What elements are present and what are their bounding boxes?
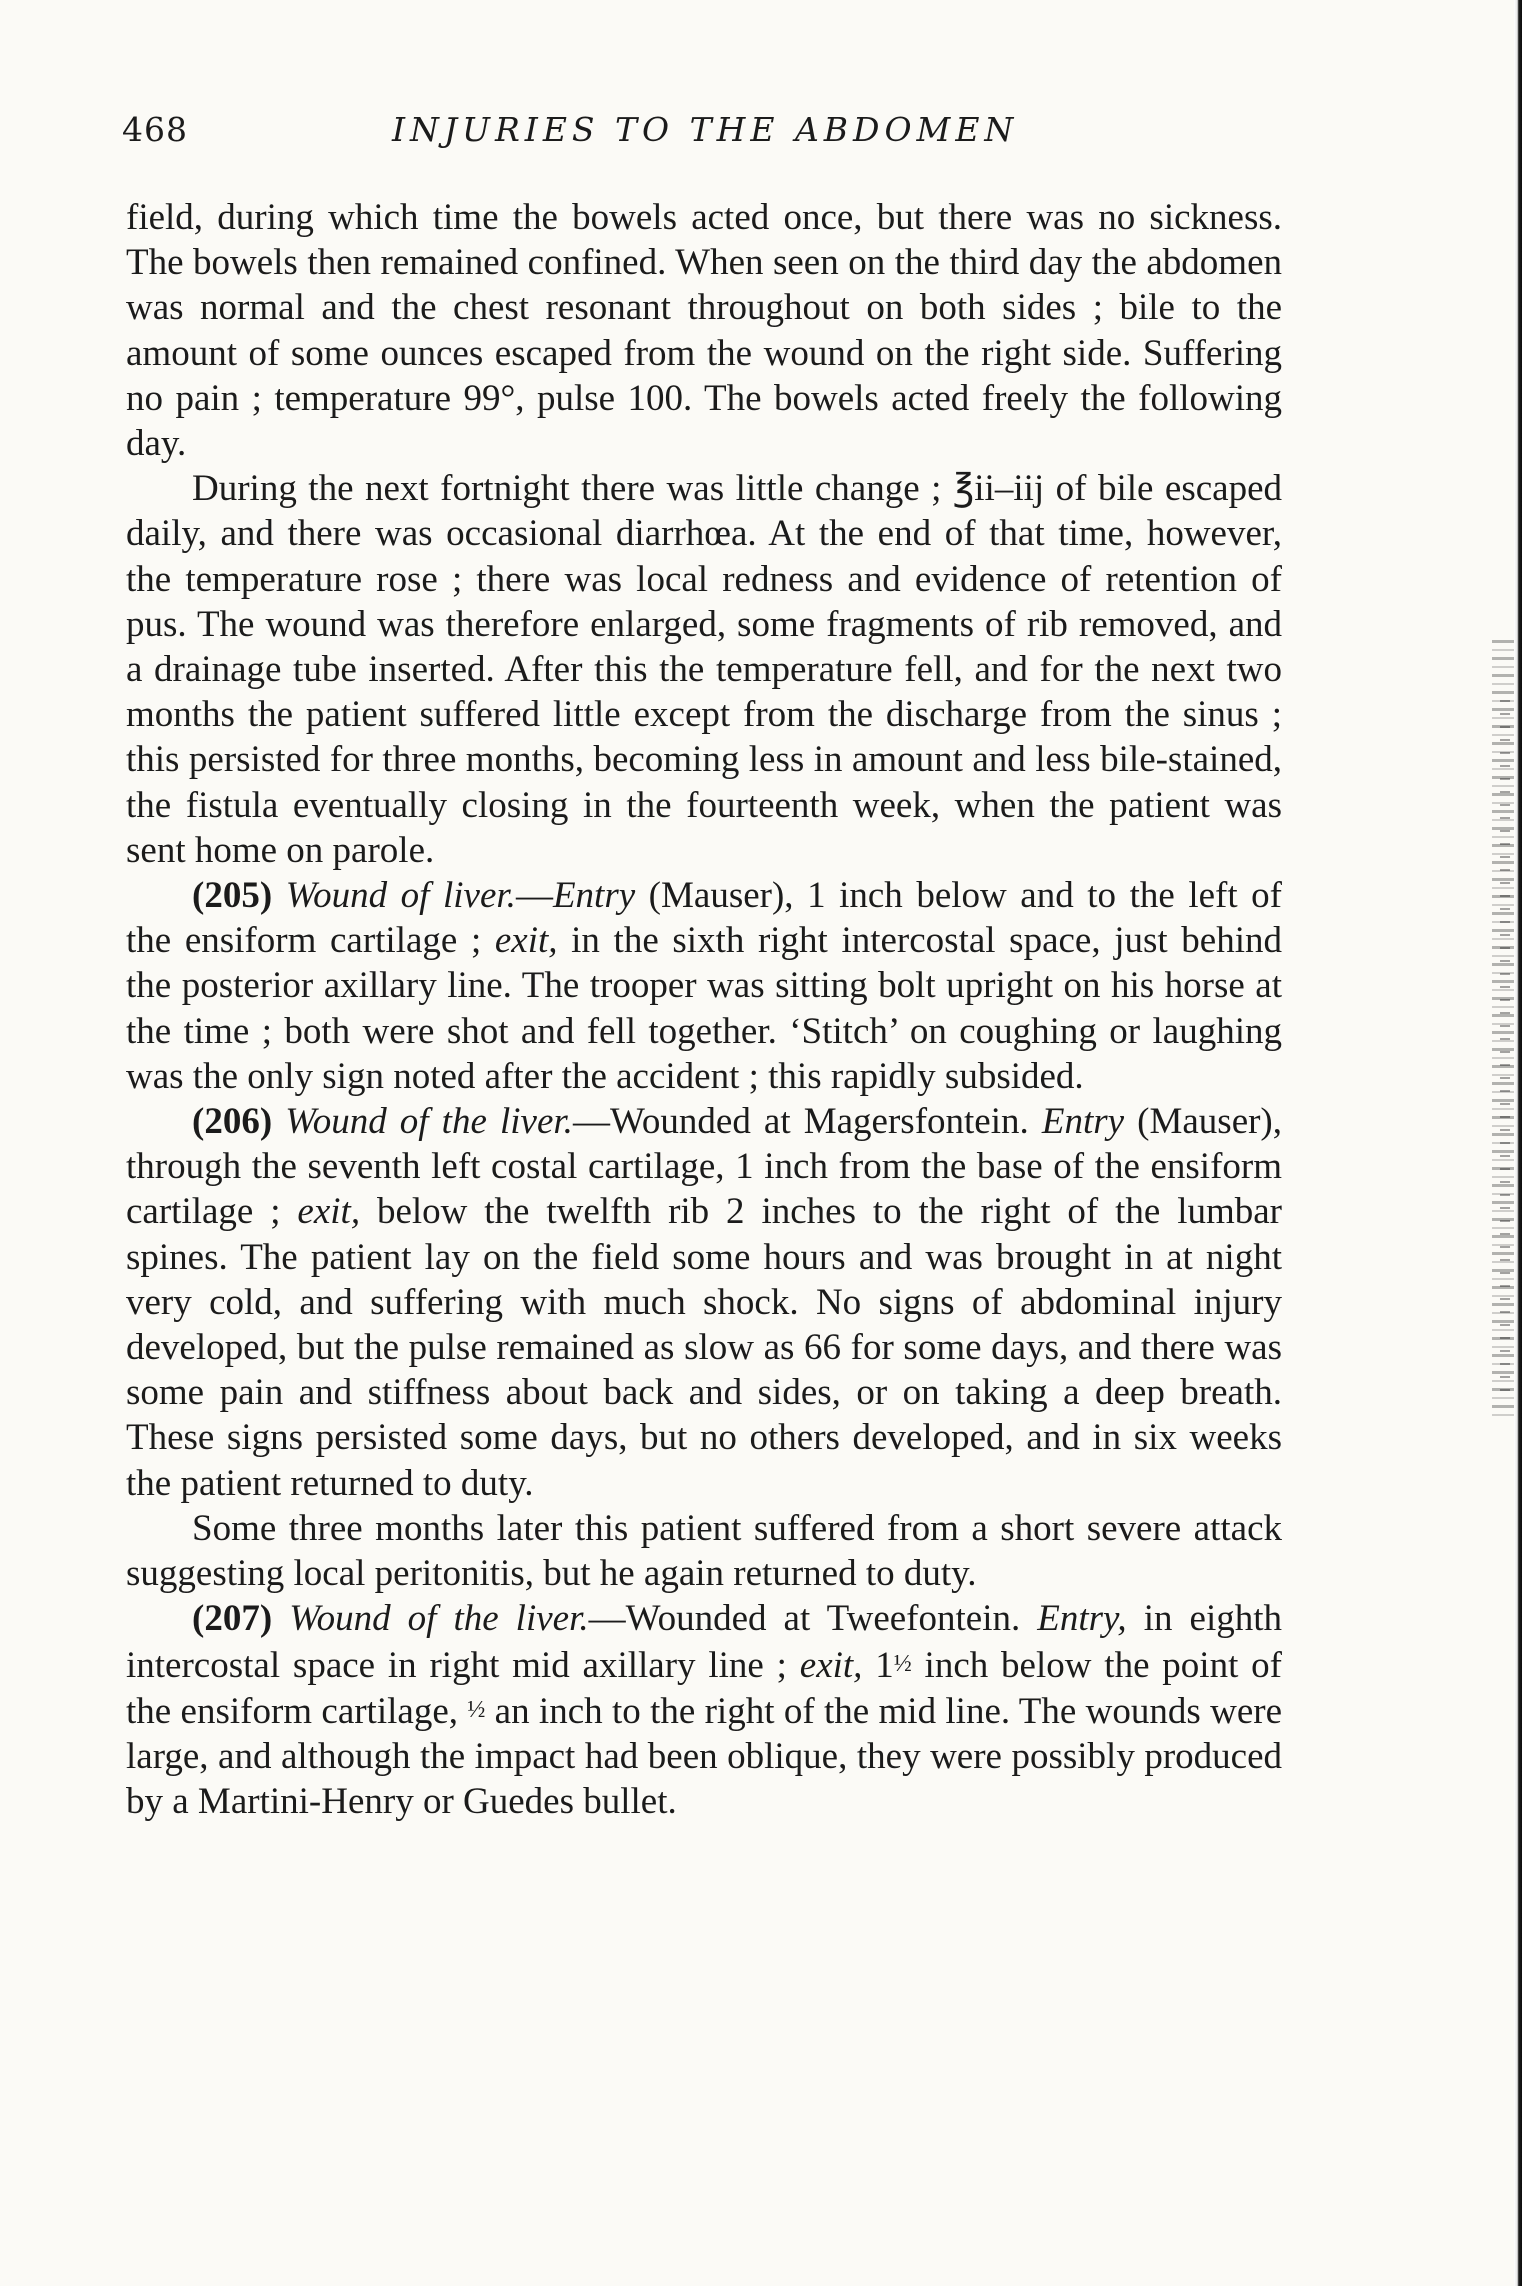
- case-number: (205): [192, 875, 273, 917]
- fraction: ½: [467, 1696, 486, 1723]
- exit-label: exit,: [297, 1191, 361, 1233]
- case-title: Wound of the liver.: [285, 1101, 573, 1143]
- case-text: an inch to the right of the mid line. The wounds were large, and although the impact had been oblique, they were possibly produced by a Martini-Henry or Guedes bullet.: [126, 1690, 1282, 1823]
- page-header: [122, 110, 1282, 160]
- running-title: INJURIES TO THE ABDOMEN: [392, 110, 1019, 149]
- case-number: (207): [192, 1598, 273, 1640]
- fraction: ½: [893, 1650, 912, 1677]
- case-205: [126, 873, 1282, 1099]
- dash: —: [515, 875, 553, 917]
- case-text: —Wounded at Tweefontein.: [588, 1598, 1038, 1640]
- exit-label: exit,: [799, 1644, 863, 1686]
- case-text: below the twelfth rib 2 inches to the right of the lumbar spines. The patient lay on the field some hours and was brought in at night very cold, and suffering with much shock. No signs of abdominal injury developed, but the pulse remained as slow as 66 for some days, and there was some pain and stiffness about back and sides, or on taking a deep breath. These signs persisted some days, but no others developed, and in six weeks the patient returned to duty.: [126, 1191, 1282, 1504]
- scan-page-edge: [1514, 0, 1522, 2286]
- case-title: Wound of the liver.: [289, 1598, 589, 1640]
- paragraph-continuation: field, during which time the bowels acted once, but there was no sickness. The bowels then remained confined. When seen on the third day the abdomen was normal and the chest resonant throughout on both sides ; bile to the amount of some ounces escaped from the wound on the right side. Suffering no pain ; temperature 99°, pulse 100. The bowels acted freely the following day.: [126, 197, 1282, 465]
- case-number: (206): [192, 1101, 273, 1143]
- paragraph-fortnight: During the next fortnight there was little change ; ℥ii–iij of bile escaped daily, and there was occasional diarrhœa. At the end of that time, however, the temperature rose ; there was local redness and evidence of retention of pus. The wound was therefore enlarged, some fragments of rib removed, and a drainage tube inserted. After this the temperature fell, and for the next two months the patient suffered little except from the discharge from the sinus ; this persisted for three months, becoming less in amount and less bile-stained, the fistula eventually closing in the fourteenth week, when the patient was sent home on parole.: [126, 468, 1282, 871]
- body-text: [126, 195, 1282, 1824]
- case-title: Wound of liver.: [285, 875, 516, 917]
- case-206: [126, 1099, 1282, 1506]
- case-text: (Mauser), 1 inch below and to the left of the ensiform cartilage ;: [126, 875, 1282, 962]
- case-text: in the sixth right intercostal space, just behind the posterior axillary line. The trooper was sitting bolt upright on his horse at the time ; both were shot and fell together. ‘Stitch’ on coughing or laughing was the only sign noted after the accident ; this rapidly subsided.: [126, 920, 1282, 1097]
- entry-label: Entry: [1041, 1101, 1125, 1143]
- case-text: 1: [862, 1644, 894, 1686]
- case-207: [126, 1596, 1282, 1824]
- case-text: —Wounded at Magersfontein.: [572, 1101, 1042, 1143]
- page-number: 468: [122, 110, 188, 149]
- paragraph-later: Some three months later this patient suffered from a short severe attack suggesting local peritonitis, but he again returned to duty.: [126, 1507, 1282, 1595]
- scan-edge-noise-fine: [1500, 700, 1510, 1400]
- case-text: in eighth intercostal space in right mid axillary line ;: [126, 1598, 1283, 1686]
- entry-label: Entry: [552, 875, 636, 917]
- exit-label: exit,: [494, 920, 558, 962]
- case-text: (Mauser), through the seventh left costal cartilage, 1 inch from the base of the ensiform cartilage ;: [126, 1101, 1283, 1233]
- entry-label: Entry,: [1037, 1598, 1127, 1640]
- case-text: inch below the point of the ensiform cartilage,: [126, 1644, 1282, 1732]
